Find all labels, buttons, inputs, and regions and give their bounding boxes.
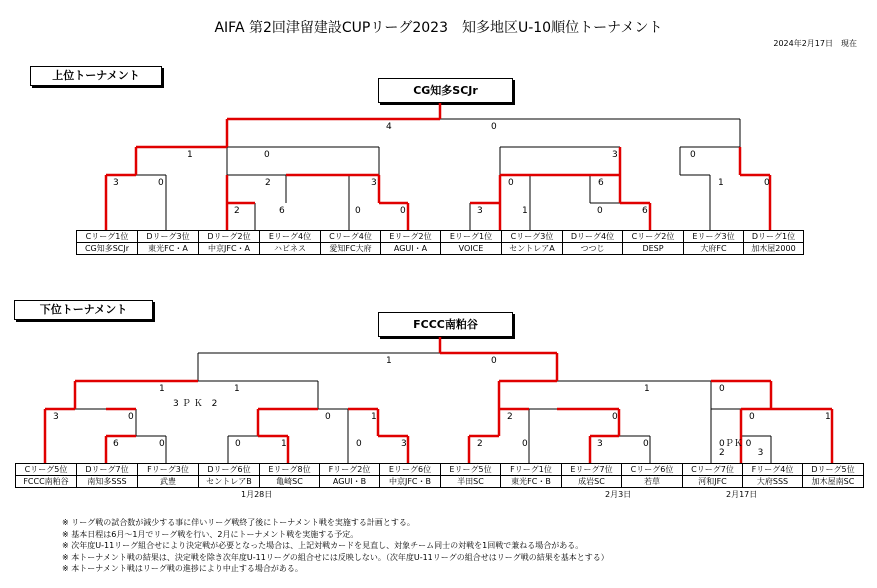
slot-league: Dリーグ6位	[199, 464, 260, 476]
score: 0	[597, 206, 603, 216]
slot-team: DESP	[623, 243, 684, 255]
lower-tournament-label: 下位トーナメント	[14, 300, 153, 320]
score: 3	[597, 439, 603, 449]
score: 0	[508, 178, 514, 188]
slot-league: Eリーグ2位	[381, 231, 441, 243]
score: 6	[598, 178, 604, 188]
slot-team: 南知多SSS	[77, 476, 138, 488]
score: 4	[386, 122, 392, 132]
pk-score: 2 3	[719, 448, 764, 458]
score: 0	[643, 439, 649, 449]
score: 0	[491, 356, 497, 366]
slot-team: 半田SC	[441, 476, 501, 488]
match-date: 1月28日	[241, 490, 273, 499]
score: 3	[477, 206, 483, 216]
upper-champion-box: CG知多SCJr	[378, 78, 513, 103]
score: 1	[234, 384, 240, 394]
slot-league: Fリーグ3位	[138, 464, 199, 476]
slot-team: 中京JFC・A	[199, 243, 260, 255]
upper-tournament-label: 上位トーナメント	[30, 66, 162, 86]
slot-league: Fリーグ4位	[743, 464, 803, 476]
score: 1	[718, 178, 724, 188]
score: 0	[764, 178, 770, 188]
slot-league: Fリーグ1位	[501, 464, 562, 476]
slot-league: Cリーグ5位	[16, 464, 77, 476]
score: 3	[401, 439, 407, 449]
score: 0	[400, 206, 406, 216]
note-line: ※ 基本日程は6月～1月でリーグ戦を行い、2月にトーナメント戦を実施する予定。	[62, 529, 359, 539]
upper-team-row	[77, 243, 804, 255]
slot-league: Eリーグ3位	[684, 231, 744, 243]
score: 0	[719, 384, 725, 394]
score: 0	[158, 178, 164, 188]
slot-league: Dリーグ1位	[744, 231, 804, 243]
lower-team-table	[15, 463, 864, 488]
notes	[62, 517, 609, 575]
slot-team: つつじ	[563, 243, 623, 255]
slot-team: 東光FC・A	[138, 243, 199, 255]
score: 0	[356, 439, 362, 449]
upper-team-table	[76, 230, 804, 255]
score: 0	[690, 150, 696, 160]
score: 1	[281, 439, 287, 449]
score: 6	[642, 206, 648, 216]
score: 0	[264, 150, 270, 160]
note-line: ※ 次年度U-11リーグ組合せにより決定戦が必要となった場合は、上記対戦カードを見直し、対象チーム同士の対戦を1回戦で兼ねる場合がある。	[62, 541, 584, 550]
slot-team: 中京JFC・B	[380, 476, 441, 488]
score: 6	[113, 439, 119, 449]
match-date: 2月3日	[605, 490, 632, 499]
score: 1	[371, 412, 377, 422]
slot-team: セントレアA	[502, 243, 563, 255]
slot-league: Cリーグ2位	[623, 231, 684, 243]
score: 3	[113, 178, 119, 188]
score: 0	[612, 412, 618, 422]
slot-league: Fリーグ2位	[320, 464, 380, 476]
score: 2	[265, 178, 271, 188]
score: 1	[522, 206, 528, 216]
score: 0	[128, 412, 134, 422]
score: 0	[522, 439, 528, 449]
score: 3	[371, 178, 377, 188]
slot-team: 加木屋2000	[744, 243, 804, 255]
slot-league: Eリーグ1位	[441, 231, 502, 243]
page-title: AIFA 第2回津留建設CUPリーグ2023 知多地区U-10順位トーナメント	[214, 20, 663, 36]
score: 0	[235, 439, 241, 449]
slot-team: 河和JFC	[683, 476, 743, 488]
match-date: 2月17日	[726, 490, 758, 499]
slot-league: Eリーグ7位	[562, 464, 622, 476]
score: 2	[234, 206, 240, 216]
score: 0	[159, 439, 165, 449]
score: 6	[279, 206, 285, 216]
slot-league: Cリーグ6位	[622, 464, 683, 476]
score: 3	[612, 150, 618, 160]
lower-champion-box: FCCC南粕谷	[378, 312, 513, 337]
score: 3	[53, 412, 59, 422]
slot-league: Dリーグ3位	[138, 231, 199, 243]
score: 0	[749, 412, 755, 422]
slot-league: Cリーグ1位	[77, 231, 138, 243]
slot-team: 若草	[622, 476, 683, 488]
upper-league-row	[77, 231, 804, 243]
slot-team: FCCC南粕谷	[16, 476, 77, 488]
lower-team-row	[16, 476, 864, 488]
slot-team: AGUI・A	[381, 243, 441, 255]
note-line: ※ リーグ戦の試合数が減少する事に伴いリーグ戦終了後にトーナメント戦を実施する計画とする。	[62, 518, 415, 527]
slot-team: VOICE	[441, 243, 502, 255]
pk-score: 0ＰＫ 0	[719, 439, 752, 449]
slot-league: Cリーグ7位	[683, 464, 743, 476]
score: 0	[491, 122, 497, 132]
slot-league: Dリーグ7位	[77, 464, 138, 476]
score: 0	[355, 206, 361, 216]
slot-team: 東光FC・B	[501, 476, 562, 488]
as-of-date: 2024年2月17日 現在	[773, 39, 857, 48]
score: 0	[325, 412, 331, 422]
score: 2	[477, 439, 483, 449]
slot-team: ハビネス	[260, 243, 321, 255]
slot-team: 大府FC	[684, 243, 744, 255]
slot-league: Dリーグ2位	[199, 231, 260, 243]
score: 1	[644, 384, 650, 394]
note-line: ※ 本トーナメント戦はリーグ戦の進捗により中止する場合がある。	[62, 564, 303, 573]
slot-league: Eリーグ4位	[260, 231, 321, 243]
score: 1	[386, 356, 392, 366]
pk-score: 3ＰＫ 2	[173, 399, 221, 409]
score: 1	[159, 384, 165, 394]
note-line: ※ 本トーナメント戦の結果は、決定戦を除き次年度U-11リーグの組合せには反映しない。（次年度U-11リーグの組合せはリーグ戦の結果を基本とする）	[62, 552, 609, 562]
slot-league: Cリーグ3位	[502, 231, 563, 243]
score: 1	[187, 150, 193, 160]
slot-team: 大府SSS	[743, 476, 803, 488]
slot-team: 愛知FC大府	[321, 243, 381, 255]
slot-team: 成岩SC	[562, 476, 622, 488]
score: 1	[825, 412, 831, 422]
slot-team: 亀崎SC	[260, 476, 320, 488]
slot-team: AGUI・B	[320, 476, 380, 488]
score: 2	[507, 412, 513, 422]
slot-team: セントレアB	[199, 476, 260, 488]
slot-league: Eリーグ5位	[441, 464, 501, 476]
lower-league-row	[16, 464, 864, 476]
slot-league: Dリーグ4位	[563, 231, 623, 243]
slot-league: Eリーグ6位	[380, 464, 441, 476]
slot-league: Cリーグ4位	[321, 231, 381, 243]
slot-team: 武豊	[138, 476, 199, 488]
slot-league: Eリーグ8位	[260, 464, 320, 476]
slot-league: Dリーグ5位	[803, 464, 864, 476]
slot-team: 加木屋南SC	[803, 476, 864, 488]
slot-team: CG知多SCJr	[77, 243, 138, 255]
